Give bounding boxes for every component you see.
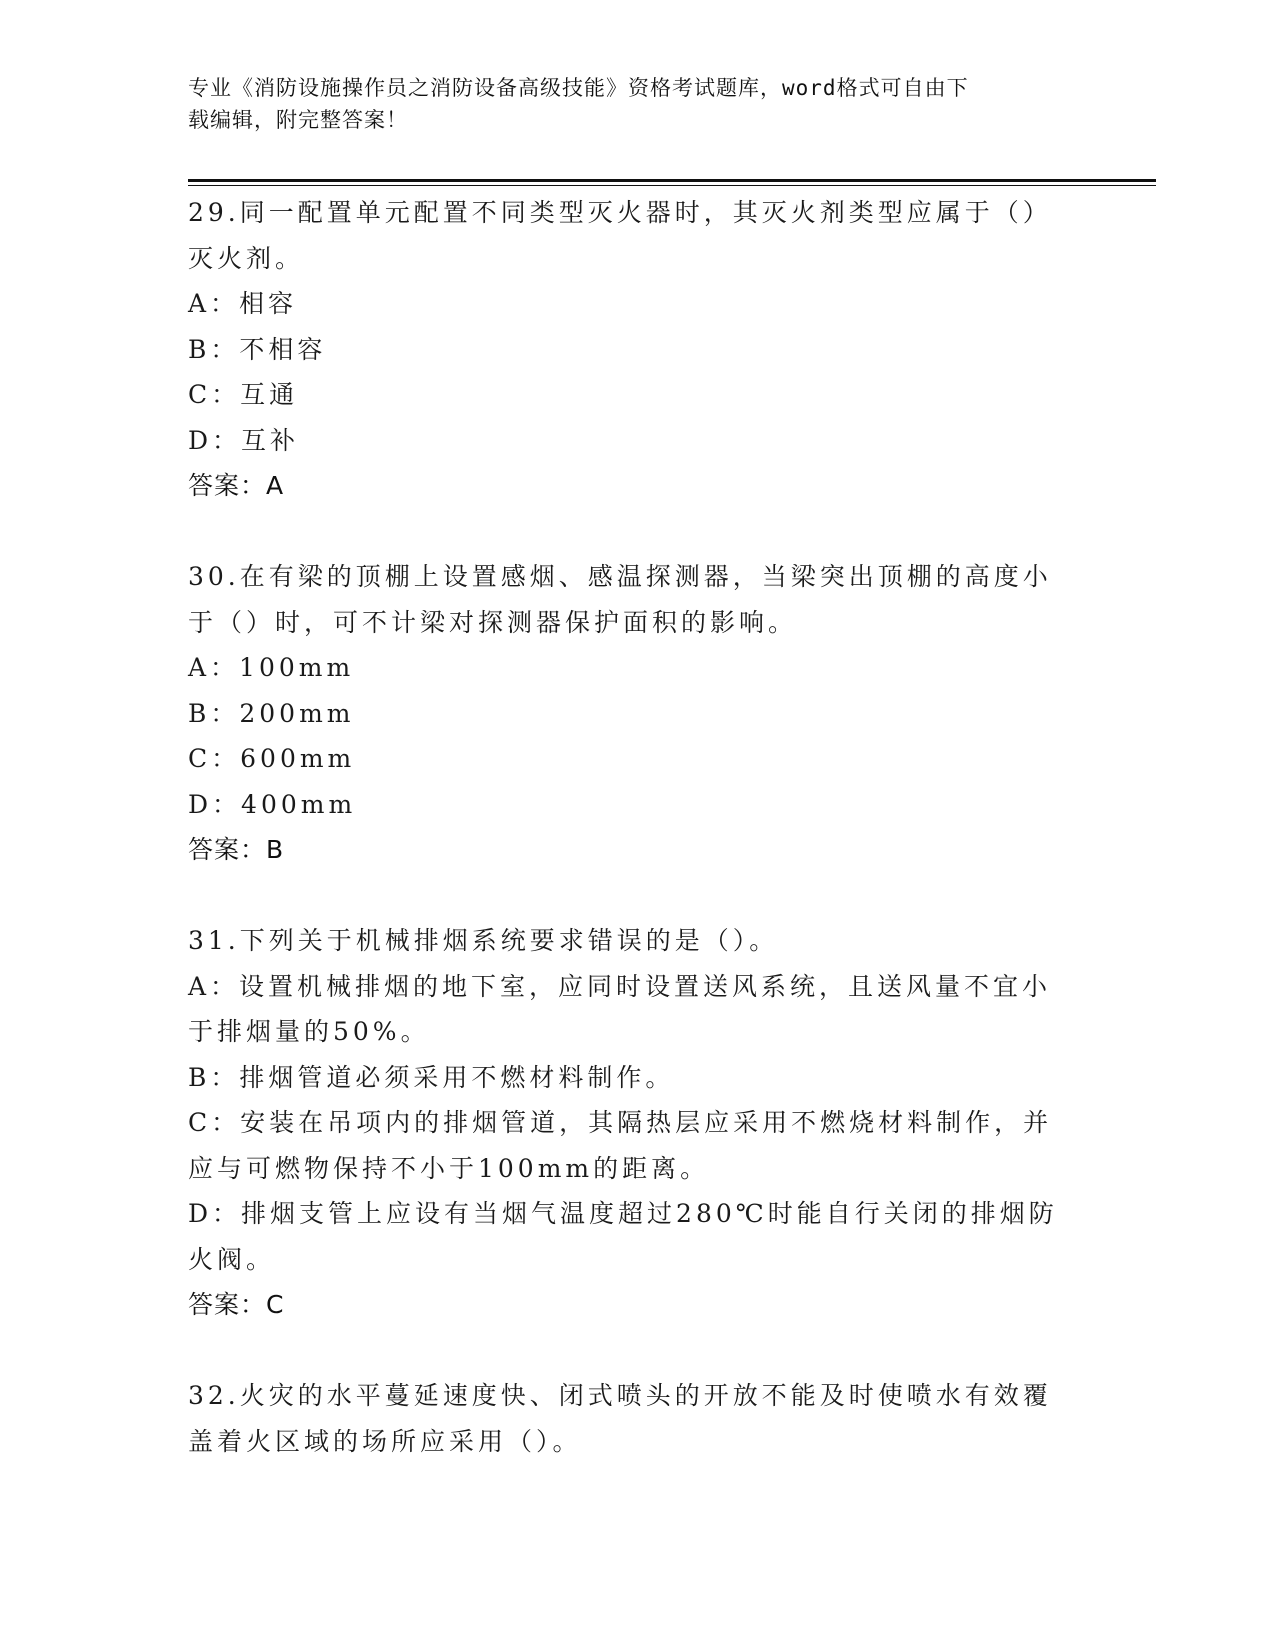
header-line-2: 载编辑，附完整答案！ [188, 108, 408, 132]
option-a: A：相容 [188, 289, 298, 318]
option-b: B：排烟管道必须采用不燃材料制作。 [188, 1062, 675, 1092]
option-d: D：互补 [188, 425, 300, 455]
question-spacer [188, 873, 1078, 918]
answer-label: 答案：C [188, 1290, 285, 1319]
option-c: C：互通 [188, 380, 299, 409]
question-32 [188, 1373, 1078, 1464]
option-c: C：600mm [188, 744, 356, 773]
question-spacer [188, 1328, 1078, 1373]
header-rule-thin [188, 185, 1156, 186]
document-header [188, 72, 1068, 136]
question-spacer [188, 509, 1078, 554]
question-31 [188, 918, 1078, 1328]
option-d: D：排烟支管上应设有当烟气温度超过280℃时能自行关闭的排烟防火阀。 [188, 1199, 1058, 1274]
question-29 [188, 190, 1078, 509]
question-stem: 32.火灾的水平蔓延速度快、闭式喷头的开放不能及时使喷水有效覆盖着火区域的场所应采用（）。 [188, 1381, 1052, 1456]
option-c: C：安装在吊项内的排烟管道，其隔热层应采用不燃烧材料制作，并应与可燃物保持不小于100mm的距离。 [188, 1108, 1053, 1183]
question-stem: 29.同一配置单元配置不同类型灭火器时，其灭火剂类型应属于（）灭火剂。 [188, 198, 1052, 273]
option-b: B：200mm [188, 698, 355, 728]
option-d: D：400mm [188, 789, 357, 819]
question-list [188, 190, 1078, 1464]
answer-label: 答案：B [188, 835, 285, 864]
option-a: A：100mm [188, 653, 355, 682]
option-b: B：不相容 [188, 334, 327, 364]
question-30 [188, 554, 1078, 873]
header-line-1: 专业《消防设施操作员之消防设备高级技能》资格考试题库，word格式可自由下 [188, 76, 969, 100]
question-stem: 30.在有梁的顶棚上设置感烟、感温探测器，当梁突出顶棚的高度小于（）时，可不计梁对探测器保护面积的影响。 [188, 562, 1052, 637]
option-a: A：设置机械排烟的地下室，应同时设置送风系统，且送风量不宜小于排烟量的50%。 [188, 971, 1052, 1046]
question-stem: 31.下列关于机械排烟系统要求错误的是（）。 [188, 926, 779, 955]
answer-label: 答案：A [188, 471, 285, 500]
header-rule-thick [188, 179, 1156, 182]
